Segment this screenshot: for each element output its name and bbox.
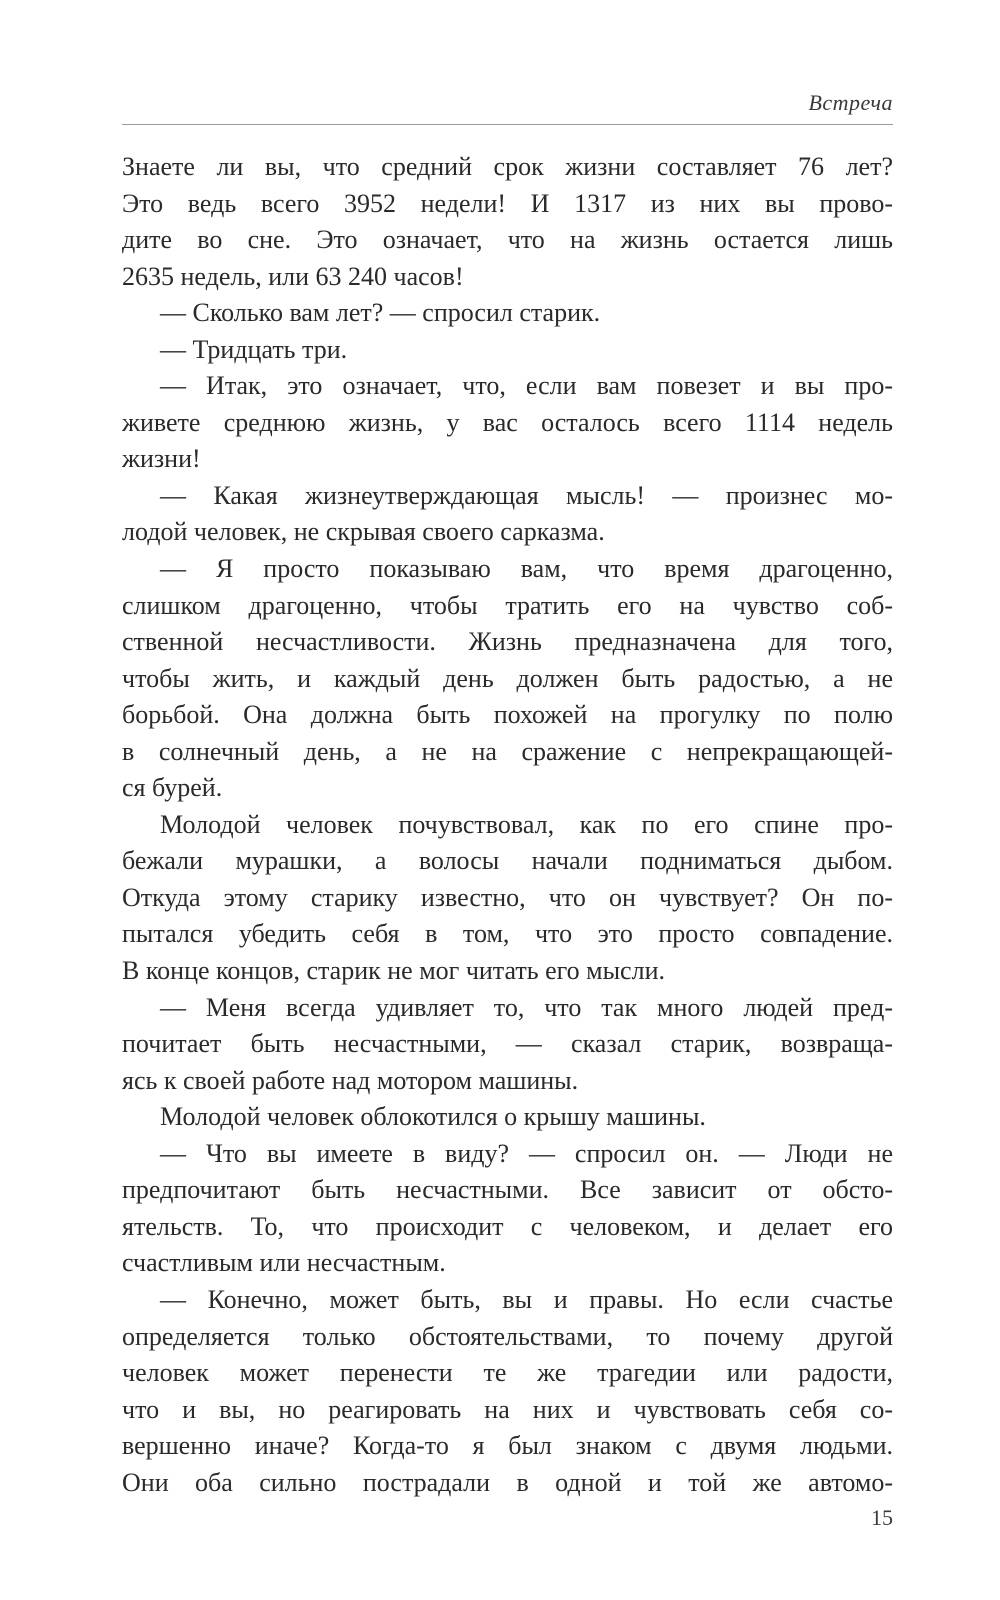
- text-line: что и вы, но реагировать на них и чувствовать себя со-: [122, 1394, 893, 1424]
- text-line: живете среднюю жизнь, у вас осталось всего 1114 недель: [122, 407, 893, 437]
- text-line: Молодой человек облокотился о крышу машины.: [160, 1102, 706, 1132]
- text-line: — Я просто показываю вам, что время драгоценно,: [160, 554, 893, 584]
- text-line: ся бурей.: [122, 773, 223, 803]
- text-line: 2635 недель, или 63 240 часов!: [122, 261, 464, 291]
- text-line: чтобы жить, и каждый день должен быть радостью, а не: [122, 663, 893, 693]
- text-line: пытался убедить себя в том, что это просто совпадение.: [122, 919, 893, 949]
- text-line: лодой человек, не скрывая своего сарказма.: [122, 517, 605, 547]
- text-line: ственной несчастливости. Жизнь предназначена для того,: [122, 627, 893, 657]
- text-line: жизни!: [122, 444, 201, 474]
- text-line: — Какая жизнеутверждающая мысль! — произнес мо-: [160, 480, 893, 510]
- text-line: — Что вы имеете в виду? — спросил он. — Люди не: [160, 1138, 893, 1168]
- text-line: Знаете ли вы, что средний срок жизни составляет 76 лет?: [122, 152, 893, 181]
- text-line: слишком драгоценно, чтобы тратить его на чувство соб-: [122, 590, 893, 620]
- running-head-title: Встреча: [808, 90, 893, 115]
- page-number: 15: [871, 1505, 893, 1530]
- text-line: человек может перенести те же трагедии или радости,: [122, 1358, 893, 1388]
- text-line: дите во сне. Это означает, что на жизнь остается лишь: [122, 225, 893, 255]
- text-line: Это ведь всего 3952 недели! И 1317 из них вы прово-: [122, 188, 893, 218]
- text-line: ясь к своей работе над мотором машины.: [122, 1065, 579, 1095]
- text-line: вершенно иначе? Когда-то я был знаком с двумя людьми.: [122, 1431, 893, 1461]
- text-line: Молодой человек почувствовал, как по его спине про-: [160, 809, 893, 839]
- text-line: Откуда этому старику известно, что он чувствует? Он по-: [122, 882, 893, 912]
- text-line: — Итак, это означает, что, если вам повезет и вы про-: [160, 371, 893, 401]
- text-line: — Конечно, может быть, вы и правы. Но если счастье: [160, 1284, 893, 1314]
- text-line: Они оба сильно пострадали в одной и той же автомо-: [122, 1467, 893, 1497]
- text-line: — Сколько вам лет? — спросил старик.: [160, 298, 601, 328]
- running-head: [122, 84, 893, 124]
- text-line: предпочитают быть несчастными. Все зависит от обсто-: [122, 1175, 893, 1205]
- text-line: — Меня всегда удивляет то, что так много людей пред-: [160, 992, 893, 1022]
- text-line: борьбой. Она должна быть похожей на прогулку по полю: [122, 700, 893, 730]
- text-line: ятельств. То, что происходит с человеком, и делает его: [122, 1211, 893, 1241]
- text-line: — Тридцать три.: [160, 334, 348, 364]
- body-text: [122, 149, 893, 1501]
- text-line: счастливым или несчастным.: [122, 1248, 446, 1278]
- header-rule: [122, 124, 893, 125]
- text-line: бежали мурашки, а волосы начали подниматься дыбом.: [122, 846, 893, 876]
- text-line: почитает быть несчастными, — сказал старик, возвраща-: [122, 1029, 893, 1059]
- text-line: В конце концов, старик не мог читать его мысли.: [122, 956, 665, 986]
- text-line: определяется только обстоятельствами, то почему другой: [122, 1321, 893, 1351]
- text-line: в солнечный день, а не на сражение с непрекращающей-: [122, 736, 893, 766]
